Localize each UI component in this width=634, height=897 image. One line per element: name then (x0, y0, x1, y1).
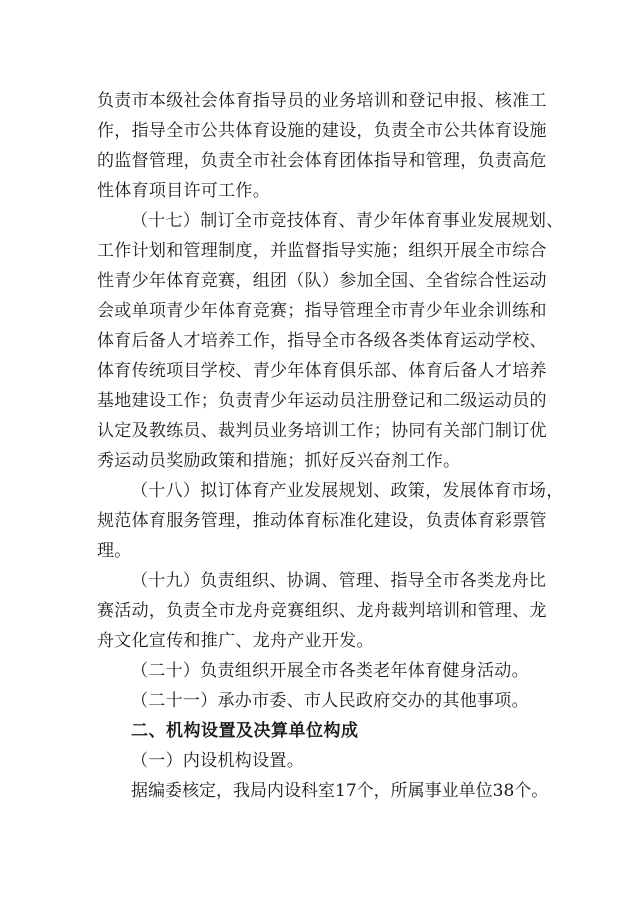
body-text-line: 规范体育服务管理，推动体育标准化建设，负责体育彩票管 (97, 511, 547, 531)
body-text-line: 作，指导全市公共体育设施的建设，负责全市公共体育设施 (97, 121, 547, 141)
body-text-line: 据编委核定，我局内设科室17个，所属事业单位38个。 (131, 781, 549, 801)
subsection-heading: （一）内设机构设置。 (131, 751, 304, 771)
body-text-line: （十七）制订全市竞技体育、青少年体育事业发展规划、 (131, 211, 564, 231)
section-heading: 二、机构设置及决算单位构成 (131, 721, 359, 741)
body-text-line: （二十）负责组织开展全市各类老年体育健身活动。 (131, 661, 529, 681)
body-text-line: 性青少年体育竞赛，组团（队）参加全国、全省综合性运动 (97, 271, 547, 291)
body-text-line: （十九）负责组织、协调、管理、指导全市各类龙舟比 (131, 571, 547, 591)
body-text-line: 性体育项目许可工作。 (97, 181, 270, 201)
body-text-line: 基地建设工作；负责青少年运动员注册登记和二级运动员的 (97, 391, 547, 411)
body-text-line: 舟文化宣传和推广、龙舟产业开发。 (97, 631, 374, 651)
body-text-line: 体育后备人才培养工作，指导全市各级各类体育运动学校、 (97, 331, 547, 351)
body-text-line: （十八）拟订体育产业发展规划、政策，发展体育市场， (131, 481, 564, 501)
body-text-line: 的监督管理，负责全市社会体育团体指导和管理，负责高危 (97, 151, 547, 171)
body-text-line: 工作计划和管理制度，并监督指导实施；组织开展全市综合 (97, 241, 547, 261)
body-text-line: 认定及教练员、裁判员业务培训工作；协同有关部门制订优 (97, 421, 547, 441)
body-text-line: 负责市本级社会体育指导员的业务培训和登记申报、核准工 (97, 91, 547, 111)
body-text-line: 秀运动员奖励政策和措施；抓好反兴奋剂工作。 (97, 451, 461, 471)
body-text-line: 体育传统项目学校、青少年体育俱乐部、体育后备人才培养 (97, 361, 547, 381)
body-text-line: 理。 (97, 541, 132, 561)
body-text-line: 赛活动，负责全市龙舟竞赛组织、龙舟裁判培训和管理、龙 (97, 601, 547, 621)
body-text-line: 会或单项青少年体育竞赛；指导管理全市青少年业余训练和 (97, 301, 547, 321)
body-text-line: （二十一）承办市委、市人民政府交办的其他事项。 (131, 691, 529, 711)
